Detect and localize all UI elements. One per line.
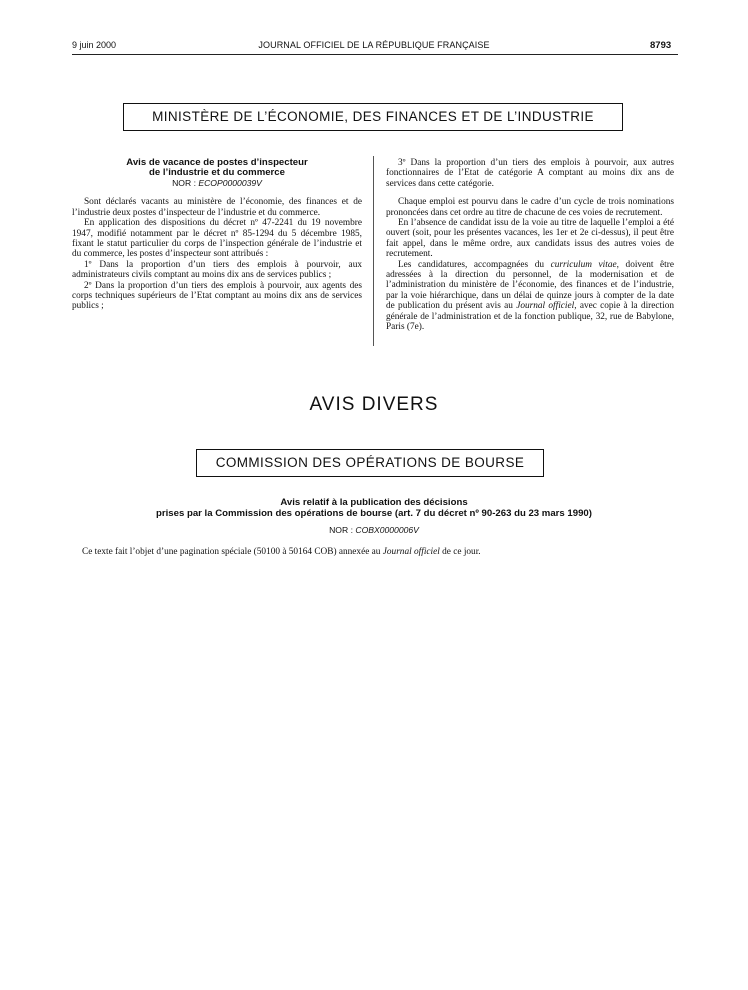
vacancy-paragraph: 3º Dans la proportion d’un tiers des emplois à pourvoir, aux autres fonctionnaires de l’Etat de catégorie A comptant au moins dix ans de services dans cette catégorie. (386, 158, 674, 189)
header-date: 9 juin 2000 (72, 40, 117, 50)
vacancy-paragraph: En l’absence de candidat issu de la voie au titre de laquelle l’emploi a été ouvert (soit, pour les présentes vacances, les 1er et 2e ci-dessus), il peut être fait appel, dans le même ordre, aux candidats issus des autres voies de recrutement. (386, 218, 674, 260)
vacancy-notice-title-line2: de l’industrie et du commerce (149, 167, 285, 179)
vacancy-paragraph-applications (386, 260, 674, 333)
applications-text-b: , doivent être adressées à la direction du personnel, de la modernisation et de l’administration du ministère de l’économie, des finances et de l’industrie, par la voie hiérarchique, dans un délai de quinze jours à compter de la date de publication du présent avis au (386, 259, 674, 312)
cob-notice-title-line2: prises par la Commission des opérations de bourse (art. 7 du décret nº 90-263 du 23 mars 1990) (156, 507, 592, 519)
commission-heading: COMMISSION DES OPÉRATIONS DE BOURSE (196, 449, 544, 477)
vacancy-paragraph: 1º Dans la proportion d’un tiers des emplois à pourvoir, aux administrateurs civils comptant au moins dix ans de services publics ; (72, 259, 362, 281)
column-divider (373, 156, 374, 346)
applications-journal-officiel: Journal officiel (516, 301, 575, 312)
vacancy-paragraph: En application des dispositions du décret nº 47-2241 du 19 novembre 1947, modifié notamment par le décret nº 85-1294 du 5 décembre 1985, fixant le statut particulier du corps de l’inspection générale de l’industrie et du commerce, les postes d’inspecteur sont attribués : (72, 218, 362, 260)
cob-body-text-a: Ce texte fait l’objet d’une pagination spéciale (50100 à 50164 COB) annexée au (82, 547, 383, 557)
applications-text-c: , avec copie à la direction générale de l’administration et de la fonction publique, 32, rue de Babylone, Paris (7e). (386, 301, 674, 333)
vacancy-paragraph: Chaque emploi est pourvu dans le cadre d’un cycle de trois nominations prononcées dans cet ordre au titre de chacune de ces voies de recrutement. (386, 197, 674, 218)
ministry-heading: MINISTÈRE DE L’ÉCONOMIE, DES FINANCES ET DE L’INDUSTRIE (123, 103, 623, 131)
vacancy-nor (72, 178, 362, 189)
header-rule (72, 54, 678, 55)
cob-nor-code: COBX0000006V (355, 525, 419, 535)
right-column (386, 158, 674, 333)
vacancy-notice-title (72, 158, 362, 178)
cob-body-text-b: de ce jour. (439, 547, 481, 557)
vacancy-paragraph: 2º Dans la proportion d’un tiers des emplois à pourvoir, aux agents des corps techniques supérieurs de l’Etat comptant au moins dix ans de services publics ; (72, 280, 362, 312)
vacancy-paragraph: Sont déclarés vacants au ministère de l’économie, des finances et de l’industrie deux postes d’inspecteur de l’industrie et du commerce. (72, 197, 362, 218)
left-column (72, 158, 362, 312)
cob-body-journal-officiel: Journal officiel (382, 547, 440, 557)
cob-nor-label: NOR : (329, 525, 356, 535)
header-page-number: 8793 (650, 40, 672, 51)
cob-nor (72, 525, 676, 535)
header-journal-title: JOURNAL OFFICIEL DE LA RÉPUBLIQUE FRANÇAISE (258, 40, 490, 50)
cob-notice-body (82, 547, 678, 557)
applications-cv: curriculum vitae (550, 259, 617, 270)
applications-text-a: Les candidatures, accompagnées du (398, 259, 551, 270)
vacancy-nor-label: NOR : (172, 178, 199, 189)
cob-notice-title-line1: Avis relatif à la publication des décisions (280, 497, 468, 508)
vacancy-nor-code: ECOP0000039V (198, 178, 262, 189)
cob-notice-title (72, 498, 676, 519)
avis-divers-heading: AVIS DIVERS (309, 394, 439, 415)
vacancy-notice-title-line1: Avis de vacance de postes d’inspecteur (126, 157, 308, 168)
